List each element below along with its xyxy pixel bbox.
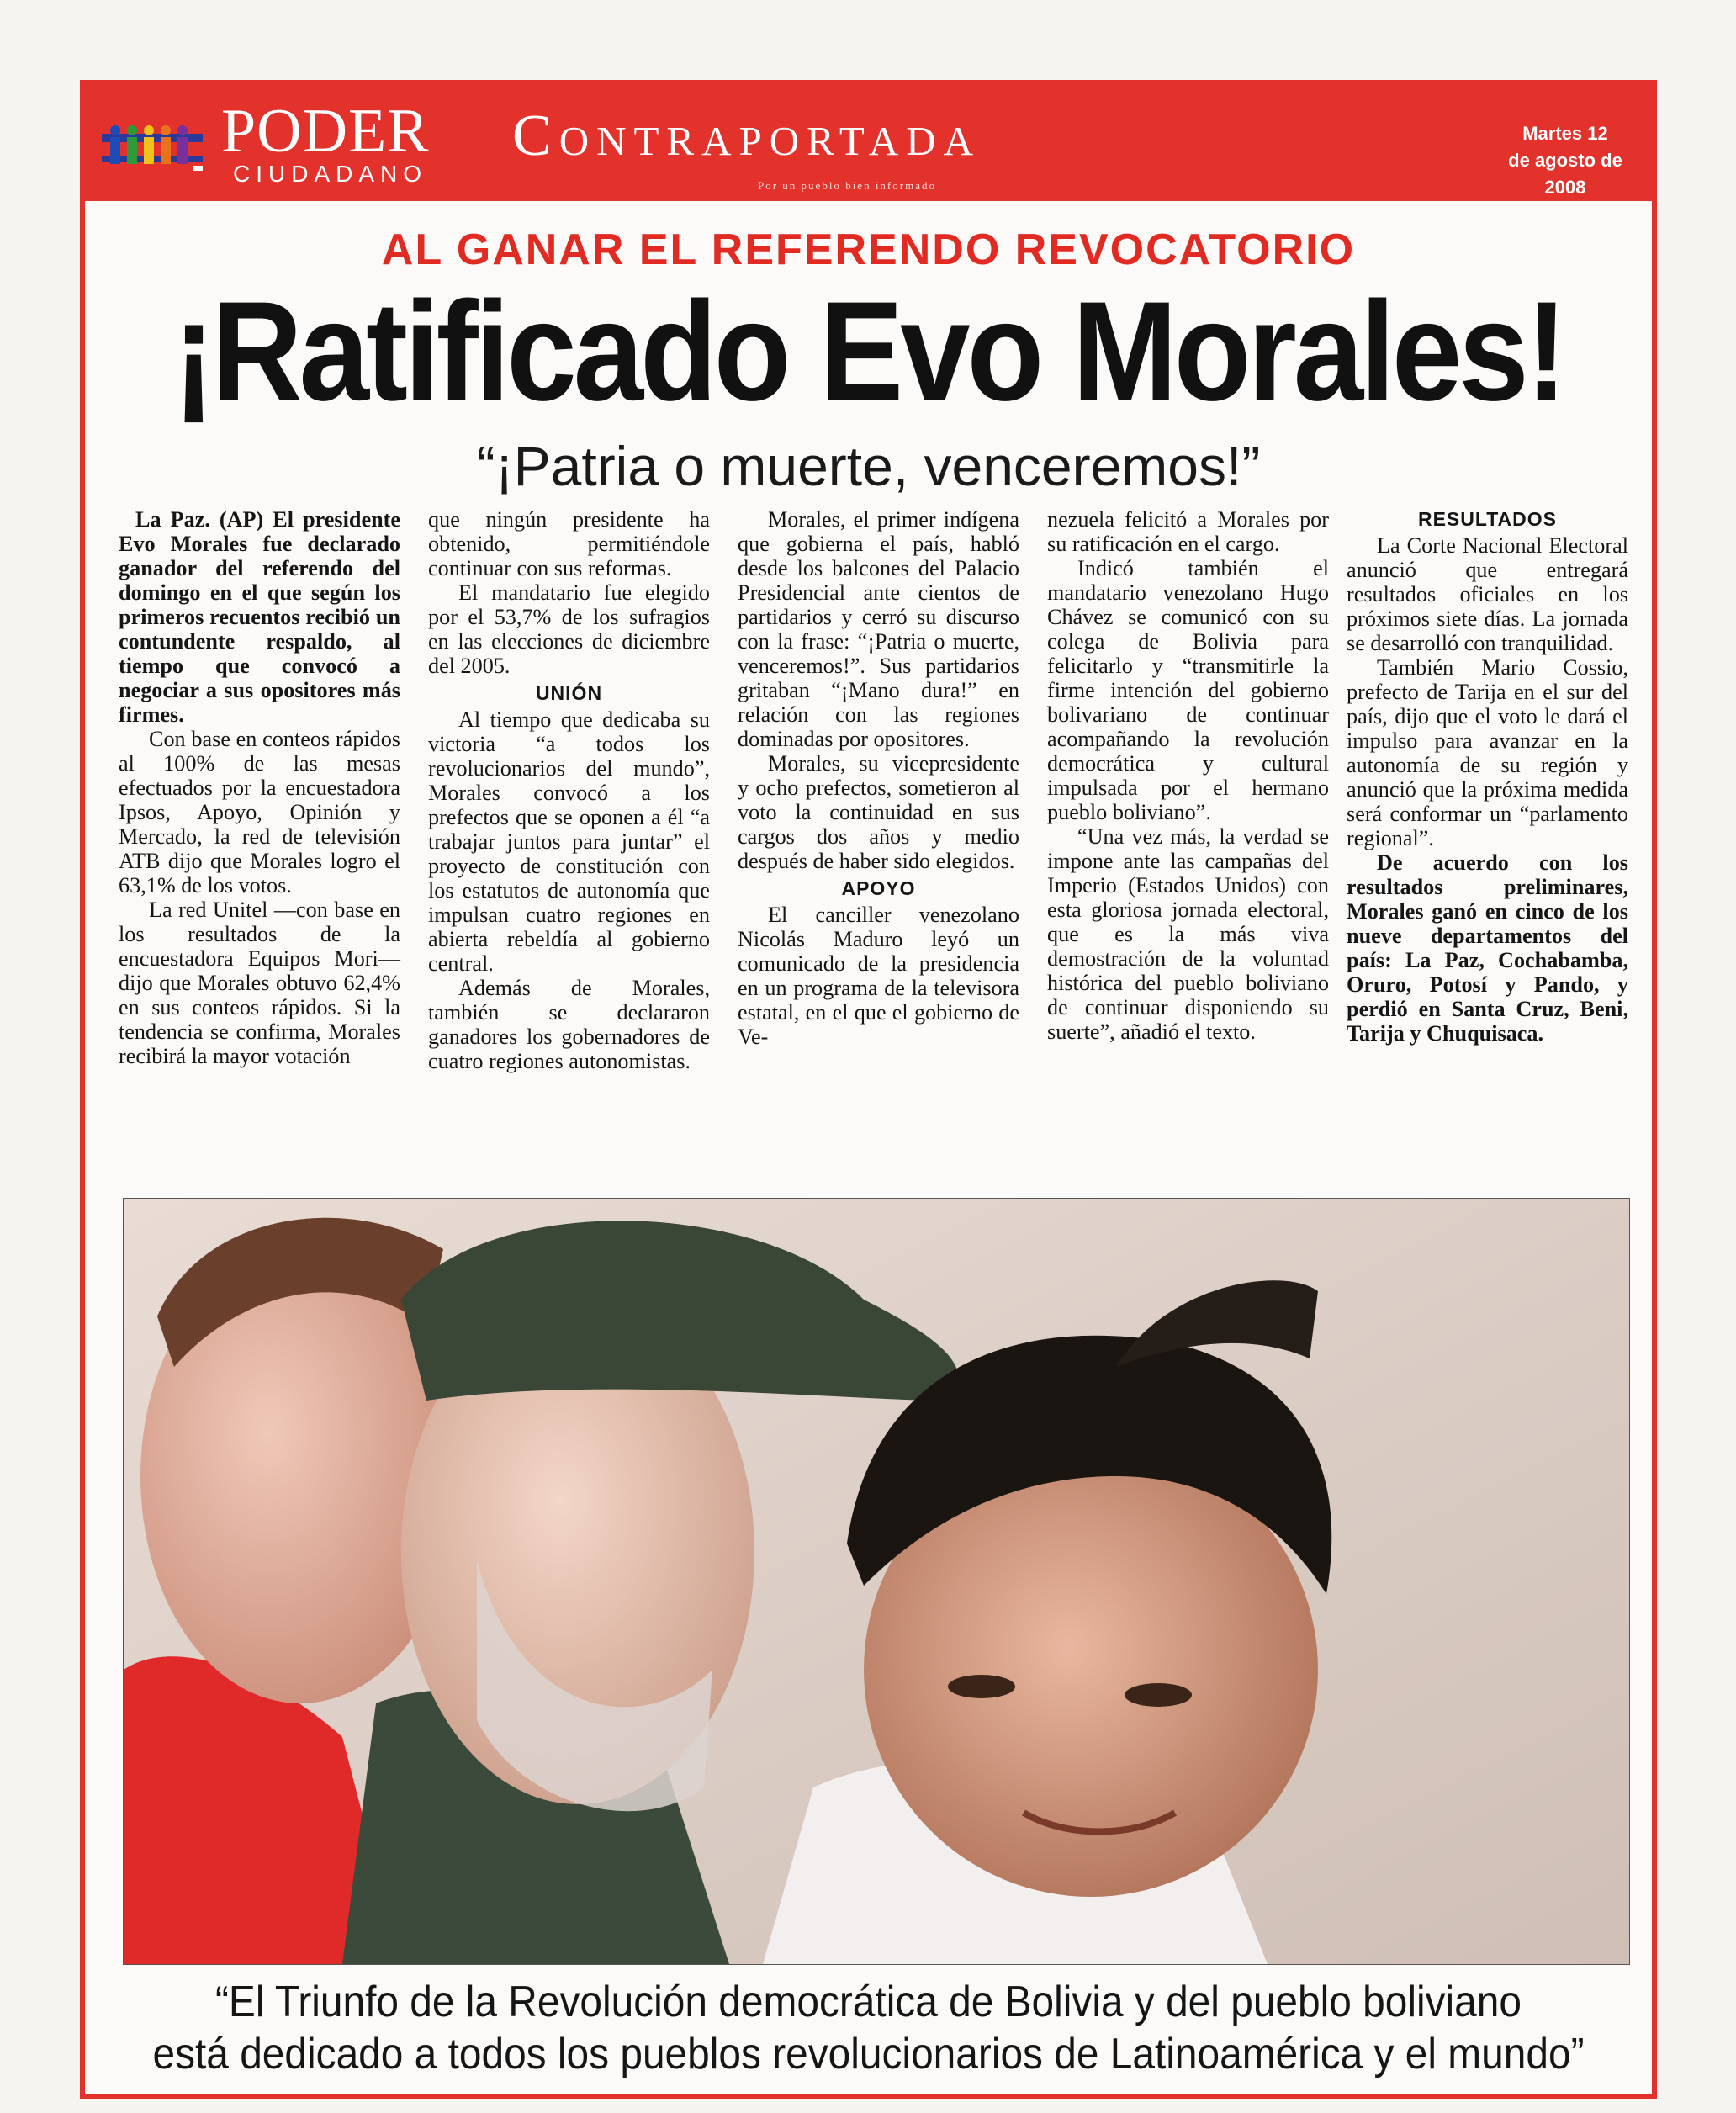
article-paragraph: La red Unitel —con base en los resultados de la encuestadora Equipos Mori— dijo que Morales obtuvo 62,4% en sus conteos rápidos. Si la tendencia se confirma, Morales recibirá la mayor votación — [119, 898, 400, 1068]
masthead — [85, 85, 1652, 201]
caption-line-2: está dedicado a todos los pueblos revolucionarios de Latinoamérica y el mundo” — [152, 2030, 1585, 2079]
quote-subheadline: “¡Patria o muerte, venceremos!” — [476, 435, 1261, 497]
date-line-weekday: Martes 12 — [1522, 123, 1608, 144]
news-photo — [123, 1198, 1630, 1965]
article-paragraph: El canciller venezolano Nicolás Maduro leyó un comunicado de la presidencia en un programa de la televisora estatal, en el que el gobierno de Ve- — [738, 903, 1019, 1049]
article-paragraph: Indicó también el mandatario venezolano Hugo Chávez se comunicó con su colega de Bolivia para felicitarlo y “transmitirle la firme intención del gobierno bolivariano de continuar acompañando la revolución democrática y cultural impulsada por el hermano pueblo boliviano”. — [1047, 556, 1329, 824]
article-column-1 — [119, 507, 400, 1068]
caption-line-1: “El Triunfo de la Revolución democrática de Bolivia y del pueblo boliviano — [214, 1978, 1522, 2026]
article-paragraph: Morales, el primer indígena que gobierna el país, habló desde los balcones del Palacio Presidencial ante cientos de partidarios y cerró su discurso con la frase: “¡Patria o muerte, venceremos!”. Sus partidarios gritaban “¡Mano dura!” en relación con las regiones dominadas por opositores. — [738, 507, 1019, 751]
article-paragraph: La Corte Nacional Electoral anunció que entregará resultados oficiales en los próximos siete días. La jornada se desarrolló con tranquilidad. — [1347, 533, 1628, 655]
article-paragraph: Al tiempo que dedicaba su victoria “a todos los revolucionarios del mundo”, Morales convocó a los prefectos que se oponen a él “a trabajar juntos para juntar” el proyecto de constitución con los estatutos de autonomía que impulsan cuatro regiones en abierta rebeldía al gobierno central. — [428, 707, 710, 976]
article-paragraph: Además de Morales, también se declararon ganadores los gobernadores de cuatro regiones autonomistas. — [428, 976, 710, 1073]
main-headline: ¡Ratificado Evo Morales! — [172, 271, 1564, 431]
photo-three-leaders-image — [124, 1199, 1629, 1964]
article-column-2 — [428, 507, 710, 1073]
section-title: Contraportada — [512, 103, 982, 168]
article-column-4 — [1047, 507, 1329, 1044]
article-paragraph: nezuela felicitó a Morales por su ratificación en el cargo. — [1047, 507, 1329, 556]
article-lead: La Paz. (AP) El presidente Evo Morales fue declarado ganador del referendo del domingo en el que según los primeros recuentos recibió un contundente respaldo, al tiempo que convocó a negociar a sus opositores más firmes. — [119, 507, 400, 727]
article-column-3 — [738, 507, 1019, 1049]
photo-caption — [148, 1976, 1590, 2080]
logo-wordmark: PODER — [221, 97, 430, 166]
article-paragraph: El mandatario fue elegido por el 53,7% de los sufragios en las elecciones de diciembre del 2005. — [428, 580, 710, 678]
subheading-apoyo: APOYO — [841, 877, 916, 899]
subheading-resultados: RESULTADOS — [1417, 508, 1558, 530]
date-line-month-year: de agosto de 2008 — [1508, 149, 1622, 198]
article-paragraph: También Mario Cossio, prefecto de Tarija en el sur del país, dijo que el voto le dará el impulso para avanzar en la autonomía de su región y anunció que la próxima medida será conformar un “parlamento regional”. — [1347, 655, 1628, 850]
article-paragraph: Morales, su vicepresidente y ocho prefectos, sometieron al voto la continuidad en sus cargos dos años y medio después de haber sido elegidos. — [738, 751, 1019, 873]
article-paragraph: que ningún presidente ha obtenido, permitiéndole continuar con sus reformas. — [428, 507, 710, 580]
logo-subtitle: CIUDADANO — [233, 161, 428, 187]
masthead-tagline: Por un pueblo bien informado — [758, 179, 936, 192]
logo-figures-icon — [102, 117, 203, 177]
newspaper-page — [80, 80, 1657, 2099]
issue-date — [1494, 120, 1637, 201]
article-paragraph: Con base en conteos rápidos al 100% de las mesas efectuados por la encuestadora Ipsos, Apoyo, Opinión y Mercado, la red de televisión ATB dijo que Morales logro el 63,1% de los votos. — [119, 727, 400, 898]
article-paragraph: “Una vez más, la verdad se impone ante las campañas del Imperio (Estados Unidos) con esta gloriosa jornada electoral, que es la más viva demostración de la voluntad histórica del pueblo boliviano de continuar disponiendo su suerte”, añadió el texto. — [1047, 824, 1329, 1044]
article-column-5 — [1347, 507, 1628, 1046]
subheading-union: UNIÓN — [535, 682, 603, 704]
article-paragraph: De acuerdo con los resultados preliminares, Morales ganó en cinco de los nueve departamentos del país: La Paz, Cochabamba, Oruro, Potosí y Pando, y perdió en Santa Cruz, Beni, Tarija y Chuquisaca. — [1347, 850, 1628, 1046]
kicker-headline: AL GANAR EL REFERENDO REVOCATORIO — [381, 225, 1356, 274]
article-body — [119, 507, 1633, 1187]
